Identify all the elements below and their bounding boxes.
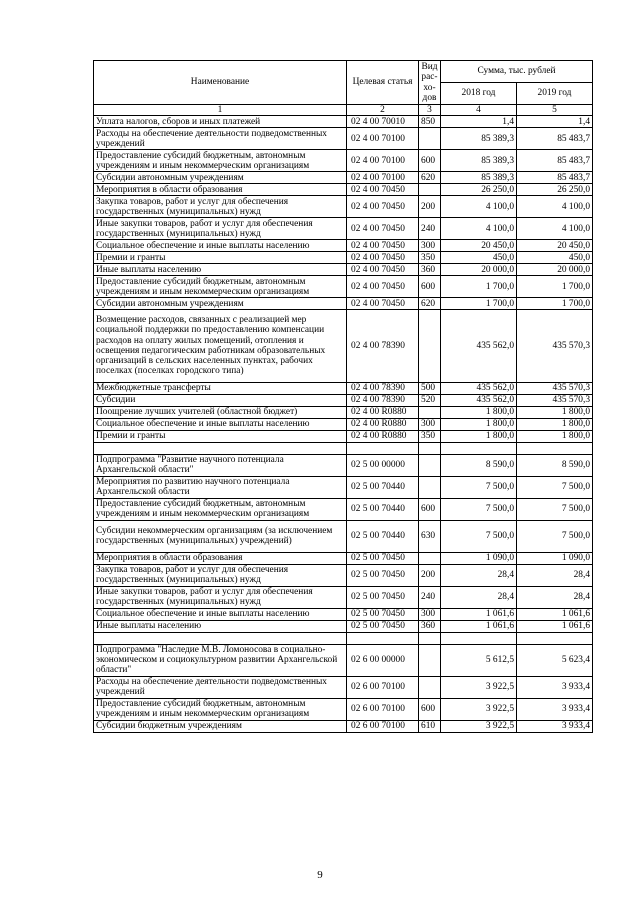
row-code: 02 4 00 70100	[347, 150, 419, 172]
row-vid	[419, 476, 441, 498]
row-code: 02 4 00 70450	[347, 218, 419, 240]
row-vid: 300	[419, 608, 441, 620]
row-code: 02 4 00 R0880	[347, 418, 419, 430]
table-row	[94, 608, 593, 620]
row-code: 02 4 00 78390	[347, 382, 419, 394]
row-amount-2019: 85 483,7	[517, 150, 593, 172]
row-vid	[419, 310, 441, 382]
row-name: Премии и гранты	[94, 430, 347, 442]
row-amount-2018: 26 250,0	[441, 184, 517, 196]
row-code: 02 5 00 70450	[347, 552, 419, 564]
row-code: 02 6 00 70100	[347, 720, 419, 732]
row-amount-2018: 28,4	[441, 564, 517, 586]
table-row	[94, 394, 593, 406]
row-amount-2019: 7 500,0	[517, 476, 593, 498]
row-name: Иные закупки товаров, работ и услуг для обеспечения государственных (муниципальных) нужд	[94, 586, 347, 608]
row-amount-2019: 7 500,0	[517, 520, 593, 552]
row-amount-2019: 26 250,0	[517, 184, 593, 196]
row-vid: 200	[419, 564, 441, 586]
row-amount-2018: 20 000,0	[441, 264, 517, 276]
row-name: Иные закупки товаров, работ и услуг для обеспечения государственных (муниципальных) нужд	[94, 218, 347, 240]
row-vid: 350	[419, 430, 441, 442]
row-code: 02 5 00 70440	[347, 520, 419, 552]
row-code: 02 4 00 78390	[347, 394, 419, 406]
row-amount-2018: 1 800,0	[441, 430, 517, 442]
row-vid: 200	[419, 196, 441, 218]
table-row	[94, 298, 593, 310]
row-code: 02 4 00 78390	[347, 310, 419, 382]
row-amount-2018: 3 922,5	[441, 720, 517, 732]
row-vid	[419, 128, 441, 150]
row-name: Подпрограмма "Наследие М.В. Ломоносова в социально-экономическом и социокультурном развитии Архангельской области"	[94, 644, 347, 676]
row-code: 02 6 00 70100	[347, 698, 419, 720]
row-vid: 360	[419, 620, 441, 632]
row-amount-2019: 435 570,3	[517, 310, 593, 382]
row-vid: 610	[419, 720, 441, 732]
row-amount-2018: 4 100,0	[441, 196, 517, 218]
row-code: 02 4 00 70450	[347, 184, 419, 196]
row-amount-2018: 1 061,6	[441, 620, 517, 632]
row-amount-2018: 1 700,0	[441, 276, 517, 298]
table-row	[94, 240, 593, 252]
row-amount-2019: 8 590,0	[517, 454, 593, 476]
header-code: Целевая статья	[347, 61, 419, 105]
row-amount-2019: 20 000,0	[517, 264, 593, 276]
row-vid	[419, 552, 441, 564]
header-vid-line: рас-	[421, 72, 438, 83]
table-row	[94, 184, 593, 196]
row-name: Субсидии автономным учреждениям	[94, 298, 347, 310]
row-name: Иные выплаты населению	[94, 620, 347, 632]
header-name: Наименование	[94, 61, 347, 105]
row-amount-2019: 1 800,0	[517, 430, 593, 442]
row-name: Субсидии некоммерческим организациям (за исключением государственных (муниципальных) учреждений)	[94, 520, 347, 552]
table-row	[94, 264, 593, 276]
table-row	[94, 476, 593, 498]
row-amount-2018: 3 922,5	[441, 698, 517, 720]
table-row	[94, 552, 593, 564]
row-code: 02 4 00 R0880	[347, 430, 419, 442]
row-amount-2018: 435 562,0	[441, 382, 517, 394]
row-vid: 600	[419, 698, 441, 720]
row-amount-2018: 7 500,0	[441, 476, 517, 498]
row-vid: 360	[419, 264, 441, 276]
row-amount-2018: 5 612,5	[441, 644, 517, 676]
row-amount-2018: 435 562,0	[441, 394, 517, 406]
empty-cell	[419, 632, 441, 644]
table-row	[94, 172, 593, 184]
row-name: Закупка товаров, работ и услуг для обеспечения государственных (муниципальных) нужд	[94, 196, 347, 218]
row-code: 02 4 00 70450	[347, 240, 419, 252]
empty-cell	[517, 632, 593, 644]
row-name: Межбюджетные трансферты	[94, 382, 347, 394]
empty-cell	[419, 442, 441, 454]
column-index: 4	[441, 105, 517, 116]
row-amount-2019: 1 700,0	[517, 298, 593, 310]
row-amount-2019: 1 800,0	[517, 406, 593, 418]
row-amount-2018: 1 700,0	[441, 298, 517, 310]
empty-cell	[441, 442, 517, 454]
row-name: Мероприятия в области образования	[94, 552, 347, 564]
row-amount-2018: 1 090,0	[441, 552, 517, 564]
row-amount-2018: 20 450,0	[441, 240, 517, 252]
row-vid: 240	[419, 586, 441, 608]
table-row	[94, 720, 593, 732]
row-code: 02 5 00 00000	[347, 454, 419, 476]
row-amount-2018: 85 389,3	[441, 150, 517, 172]
row-amount-2018: 1 800,0	[441, 418, 517, 430]
table-row	[94, 498, 593, 520]
header-year-2018: 2018 год	[441, 83, 517, 105]
row-code: 02 4 00 70450	[347, 298, 419, 310]
spacer-row	[94, 442, 593, 454]
table-row	[94, 276, 593, 298]
column-index: 3	[419, 105, 441, 116]
header-year-2019: 2019 год	[517, 83, 593, 105]
row-amount-2018: 4 100,0	[441, 218, 517, 240]
row-name: Мероприятия по развитию научного потенциала Архангельской области	[94, 476, 347, 498]
row-code: 02 4 00 70100	[347, 172, 419, 184]
row-code: 02 4 00 R0880	[347, 406, 419, 418]
row-amount-2019: 85 483,7	[517, 172, 593, 184]
row-amount-2019: 28,4	[517, 586, 593, 608]
header-vid-line: Вид	[421, 62, 438, 73]
row-vid	[419, 454, 441, 476]
row-vid: 300	[419, 240, 441, 252]
row-amount-2019: 5 623,4	[517, 644, 593, 676]
header-vid	[419, 61, 441, 105]
table-row	[94, 252, 593, 264]
row-amount-2018: 8 590,0	[441, 454, 517, 476]
row-name: Закупка товаров, работ и услуг для обеспечения государственных (муниципальных) нужд	[94, 564, 347, 586]
row-vid: 350	[419, 252, 441, 264]
spacer-row	[94, 632, 593, 644]
table-row	[94, 520, 593, 552]
row-name: Социальное обеспечение и иные выплаты населению	[94, 240, 347, 252]
row-vid: 240	[419, 218, 441, 240]
row-amount-2019: 1 090,0	[517, 552, 593, 564]
page-number: 9	[317, 869, 323, 881]
row-code: 02 5 00 70440	[347, 498, 419, 520]
empty-cell	[517, 442, 593, 454]
row-code: 02 6 00 70100	[347, 676, 419, 698]
row-amount-2019: 20 450,0	[517, 240, 593, 252]
row-name: Подпрограмма "Развитие научного потенциала Архангельской области"	[94, 454, 347, 476]
row-vid: 520	[419, 394, 441, 406]
row-vid	[419, 184, 441, 196]
table-row	[94, 310, 593, 382]
row-amount-2019: 435 570,3	[517, 382, 593, 394]
row-code: 02 6 00 00000	[347, 644, 419, 676]
row-amount-2018: 450,0	[441, 252, 517, 264]
table-row	[94, 620, 593, 632]
table-row	[94, 418, 593, 430]
column-index-row	[94, 105, 593, 116]
row-code: 02 5 00 70440	[347, 476, 419, 498]
row-amount-2018: 1,4	[441, 116, 517, 128]
row-amount-2018: 28,4	[441, 586, 517, 608]
row-name: Поощрение лучших учителей (областной бюджет)	[94, 406, 347, 418]
subprogram-row	[94, 644, 593, 676]
subprogram-row	[94, 454, 593, 476]
row-name: Субсидии	[94, 394, 347, 406]
row-code: 02 4 00 70450	[347, 252, 419, 264]
table-row	[94, 218, 593, 240]
row-amount-2019: 1 800,0	[517, 418, 593, 430]
row-name: Расходы на обеспечение деятельности подведомственных учреждений	[94, 128, 347, 150]
row-amount-2019: 3 933,4	[517, 676, 593, 698]
row-vid	[419, 676, 441, 698]
row-name: Возмещение расходов, связанных с реализацией мер социальной поддержки по предоставлению компенсации расходов на оплату жилых помещений, отопления и освещения педагогическим работникам образовательных организаций в сельских населенных пунктах, рабочих поселках (поселках городского типа)	[94, 310, 347, 382]
row-amount-2018: 435 562,0	[441, 310, 517, 382]
row-amount-2019: 1 061,6	[517, 620, 593, 632]
row-amount-2019: 3 933,4	[517, 720, 593, 732]
row-code: 02 5 00 70450	[347, 620, 419, 632]
row-amount-2019: 4 100,0	[517, 196, 593, 218]
table-body	[94, 116, 593, 732]
row-code: 02 4 00 70450	[347, 276, 419, 298]
table-row	[94, 116, 593, 128]
row-amount-2019: 450,0	[517, 252, 593, 264]
row-code: 02 4 00 70450	[347, 196, 419, 218]
header-vid-line: дов	[422, 92, 437, 103]
row-vid: 620	[419, 172, 441, 184]
row-name: Иные выплаты населению	[94, 264, 347, 276]
table-row	[94, 150, 593, 172]
row-code: 02 4 00 70100	[347, 128, 419, 150]
row-vid: 620	[419, 298, 441, 310]
table-row	[94, 196, 593, 218]
row-amount-2018: 1 061,6	[441, 608, 517, 620]
row-amount-2018: 85 389,3	[441, 172, 517, 184]
row-name: Субсидии бюджетным учреждениям	[94, 720, 347, 732]
row-code: 02 4 00 70010	[347, 116, 419, 128]
table-row	[94, 676, 593, 698]
row-amount-2019: 7 500,0	[517, 498, 593, 520]
row-code: 02 5 00 70450	[347, 564, 419, 586]
column-index: 1	[94, 105, 347, 116]
row-code: 02 5 00 70450	[347, 608, 419, 620]
empty-cell	[94, 442, 347, 454]
row-code: 02 4 00 70450	[347, 264, 419, 276]
row-vid: 600	[419, 276, 441, 298]
row-amount-2019: 435 570,3	[517, 394, 593, 406]
row-amount-2019: 1 061,6	[517, 608, 593, 620]
row-name: Расходы на обеспечение деятельности подведомственных учреждений	[94, 676, 347, 698]
row-vid	[419, 406, 441, 418]
row-name: Предоставление субсидий бюджетным, автономным учреждениям и иным некоммерческим организациям	[94, 150, 347, 172]
row-name: Предоставление субсидий бюджетным, автономным учреждениям и иным некоммерческим организациям	[94, 498, 347, 520]
row-name: Социальное обеспечение и иные выплаты населению	[94, 608, 347, 620]
empty-cell	[441, 632, 517, 644]
row-vid	[419, 644, 441, 676]
table-row	[94, 564, 593, 586]
row-amount-2018: 7 500,0	[441, 520, 517, 552]
table-row	[94, 128, 593, 150]
column-index: 2	[347, 105, 419, 116]
header-sum: Сумма, тыс. рублей	[441, 61, 593, 83]
row-name: Предоставление субсидий бюджетным, автономным учреждениям и иным некоммерческим организациям	[94, 698, 347, 720]
row-amount-2018: 3 922,5	[441, 676, 517, 698]
row-amount-2019: 4 100,0	[517, 218, 593, 240]
table-row	[94, 382, 593, 394]
row-name: Мероприятия в области образования	[94, 184, 347, 196]
row-amount-2018: 85 389,3	[441, 128, 517, 150]
row-amount-2018: 1 800,0	[441, 406, 517, 418]
empty-cell	[347, 632, 419, 644]
row-code: 02 5 00 70450	[347, 586, 419, 608]
row-vid: 850	[419, 116, 441, 128]
row-vid: 500	[419, 382, 441, 394]
row-name: Премии и гранты	[94, 252, 347, 264]
row-name: Социальное обеспечение и иные выплаты населению	[94, 418, 347, 430]
table-row	[94, 406, 593, 418]
row-amount-2019: 85 483,7	[517, 128, 593, 150]
empty-cell	[347, 442, 419, 454]
row-name: Субсидии автономным учреждениям	[94, 172, 347, 184]
header-vid-line: хо-	[423, 82, 436, 93]
column-index: 5	[517, 105, 593, 116]
row-amount-2019: 28,4	[517, 564, 593, 586]
row-vid: 300	[419, 418, 441, 430]
row-vid: 600	[419, 498, 441, 520]
budget-table	[93, 60, 593, 733]
row-amount-2019: 1,4	[517, 116, 593, 128]
row-name: Предоставление субсидий бюджетным, автономным учреждениям и иным некоммерческим организациям	[94, 276, 347, 298]
row-amount-2019: 1 700,0	[517, 276, 593, 298]
row-vid: 630	[419, 520, 441, 552]
row-amount-2019: 3 933,4	[517, 698, 593, 720]
row-name: Уплата налогов, сборов и иных платежей	[94, 116, 347, 128]
table-row	[94, 698, 593, 720]
row-amount-2018: 7 500,0	[441, 498, 517, 520]
table-row	[94, 586, 593, 608]
table-header	[94, 61, 593, 116]
empty-cell	[94, 632, 347, 644]
table-row	[94, 430, 593, 442]
row-vid: 600	[419, 150, 441, 172]
